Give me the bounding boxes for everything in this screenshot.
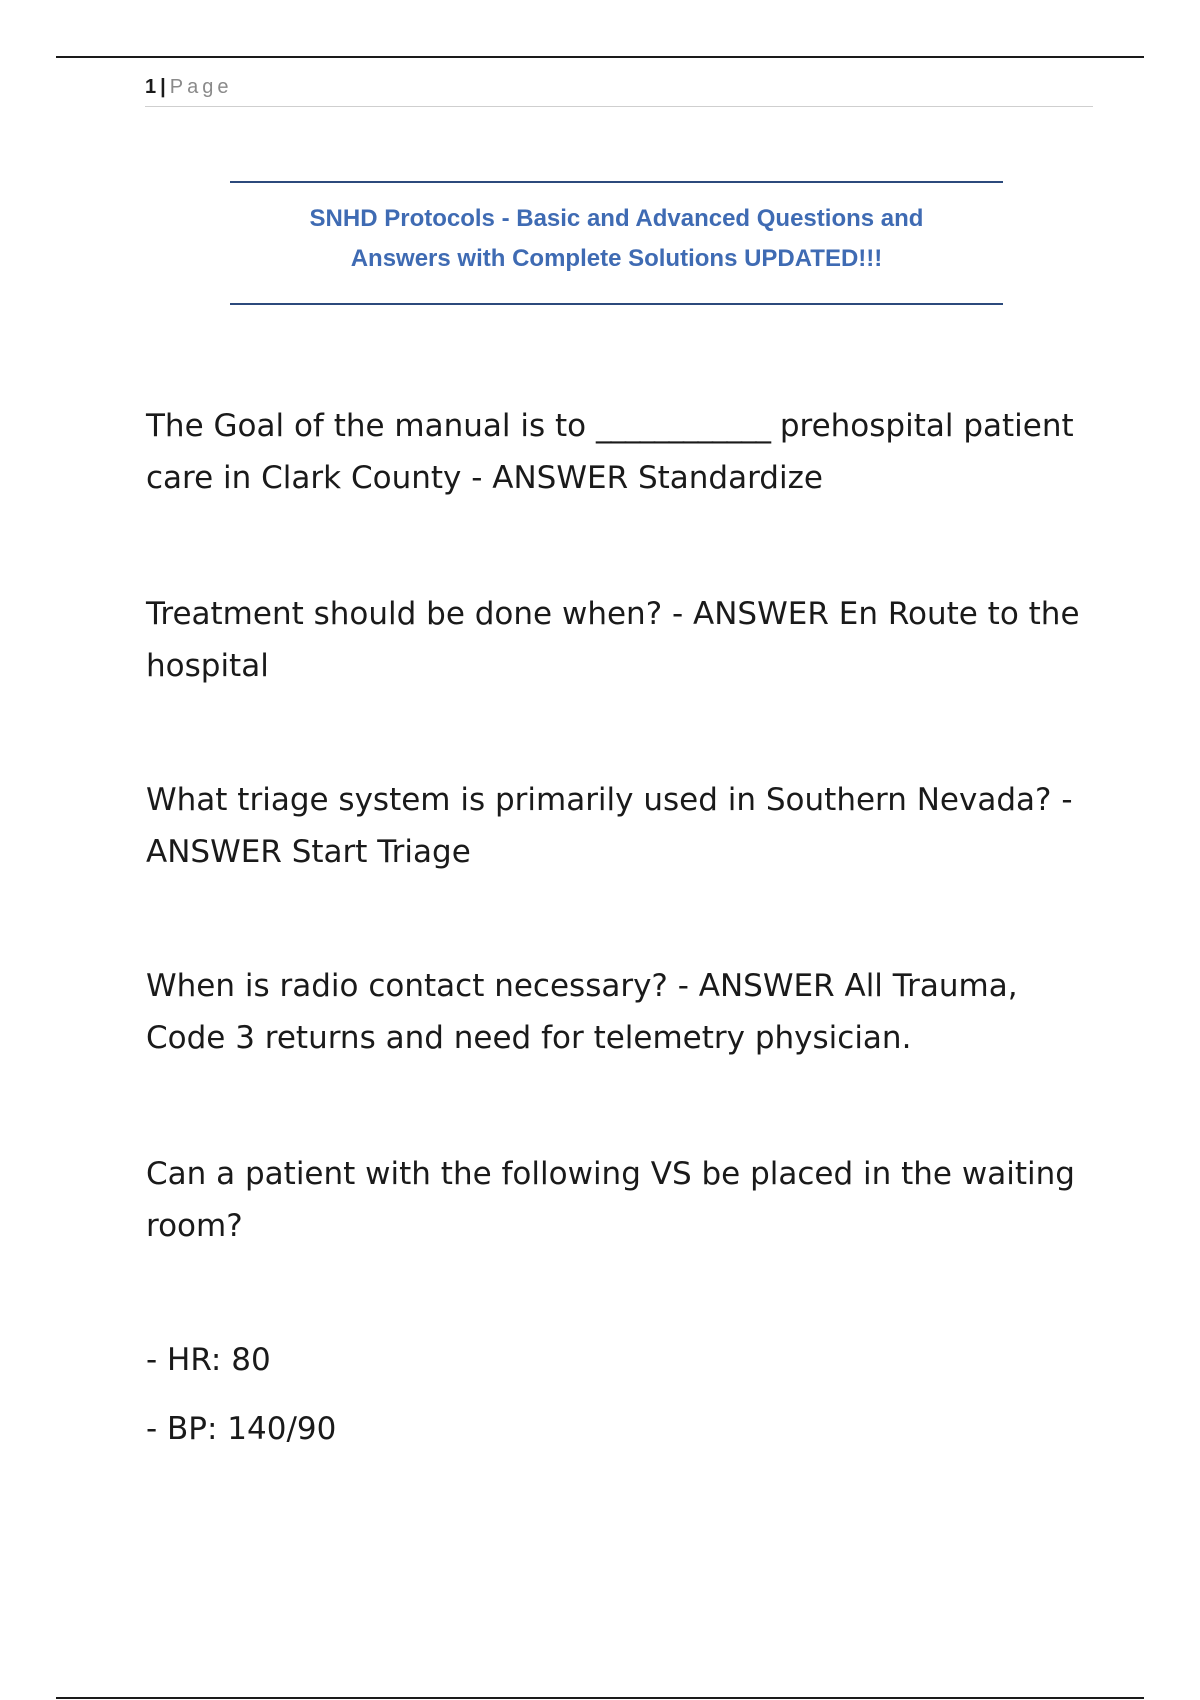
qa-item-waiting-room: Can a patient with the following VS be placed in the waiting room? bbox=[146, 1156, 1075, 1244]
page-separator: | bbox=[160, 76, 166, 98]
page-header bbox=[145, 74, 1093, 107]
qa-question-end: prehospital patient care in Clark County - ANSWER Standardize bbox=[146, 408, 1074, 496]
qa-item-goal bbox=[146, 400, 1096, 504]
qa-item-treatment: Treatment should be done when? - ANSWER En Route to the hospital bbox=[146, 596, 1080, 684]
qa-item-radio-contact: When is radio contact necessary? - ANSWER All Trauma, Code 3 returns and need for telemetry physician. bbox=[146, 968, 1018, 1056]
vital-sign-bp: - BP: 140/90 bbox=[146, 1411, 337, 1447]
top-page-rule bbox=[56, 56, 1144, 58]
qa-question-start: The Goal of the manual is to bbox=[146, 408, 587, 444]
bottom-page-rule bbox=[56, 1697, 1144, 1699]
vital-sign-hr: - HR: 80 bbox=[146, 1342, 271, 1378]
qa-item-triage: What triage system is primarily used in Southern Nevada? - ANSWER Start Triage bbox=[146, 782, 1073, 870]
document-title-line-1: SNHD Protocols - Basic and Advanced Questions and bbox=[309, 205, 924, 232]
document-title-block bbox=[230, 181, 1003, 305]
page-number: 1 bbox=[145, 76, 157, 98]
page-label: Page bbox=[169, 76, 233, 98]
fill-in-blank: ____________ bbox=[595, 408, 770, 444]
document-title-line-2: Answers with Complete Solutions UPDATED!!! bbox=[350, 245, 883, 272]
